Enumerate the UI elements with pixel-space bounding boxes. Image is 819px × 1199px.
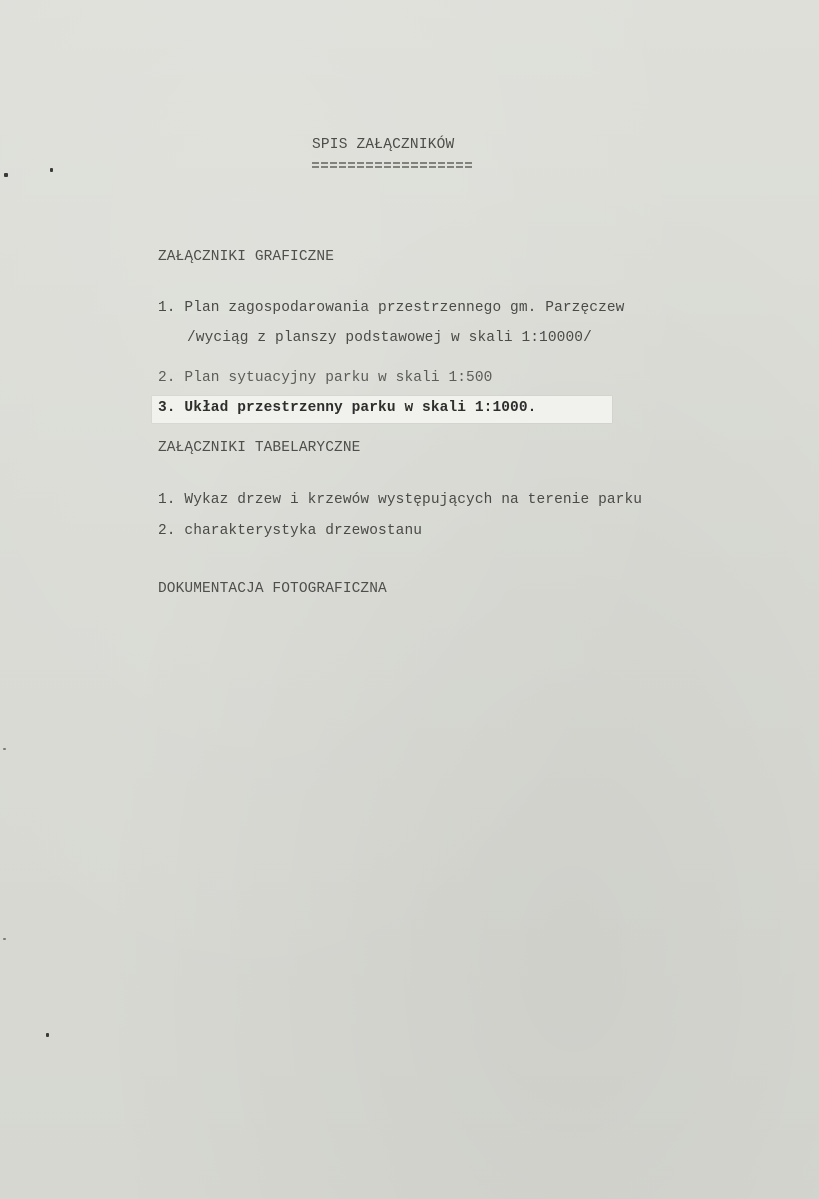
margin-mark [46,1033,49,1037]
list-item-tabular-1: 1. Wykaz drzew i krzewów występujących na terenie parku [158,492,643,508]
list-item-graphic-3: 3. Układ przestrzenny parku w skali 1:1000. [158,400,537,416]
section-heading-graphic: ZAŁĄCZNIKI GRAFICZNE [158,249,335,265]
margin-mark [3,938,6,940]
list-item-graphic-1: 1. Plan zagospodarowania przestrzennego gm. Parzęczew [158,300,625,316]
section-heading-photographic: DOKUMENTACJA FOTOGRAFICZNA [158,581,387,597]
margin-mark [50,168,53,172]
list-item-tabular-2: 2. charakterystyka drzewostanu [158,523,423,539]
document-title: SPIS ZAŁĄCZNIKÓW [312,137,455,153]
section-heading-tabular: ZAŁĄCZNIKI TABELARYCZNE [158,440,361,456]
list-item-graphic-1-continuation: /wyciąg z planszy podstawowej w skali 1:10000/ [187,330,592,346]
margin-mark [4,173,8,177]
margin-mark [3,748,6,750]
list-item-graphic-2: 2. Plan sytuacyjny parku w skali 1:500 [158,370,493,386]
title-underline [312,162,474,168]
